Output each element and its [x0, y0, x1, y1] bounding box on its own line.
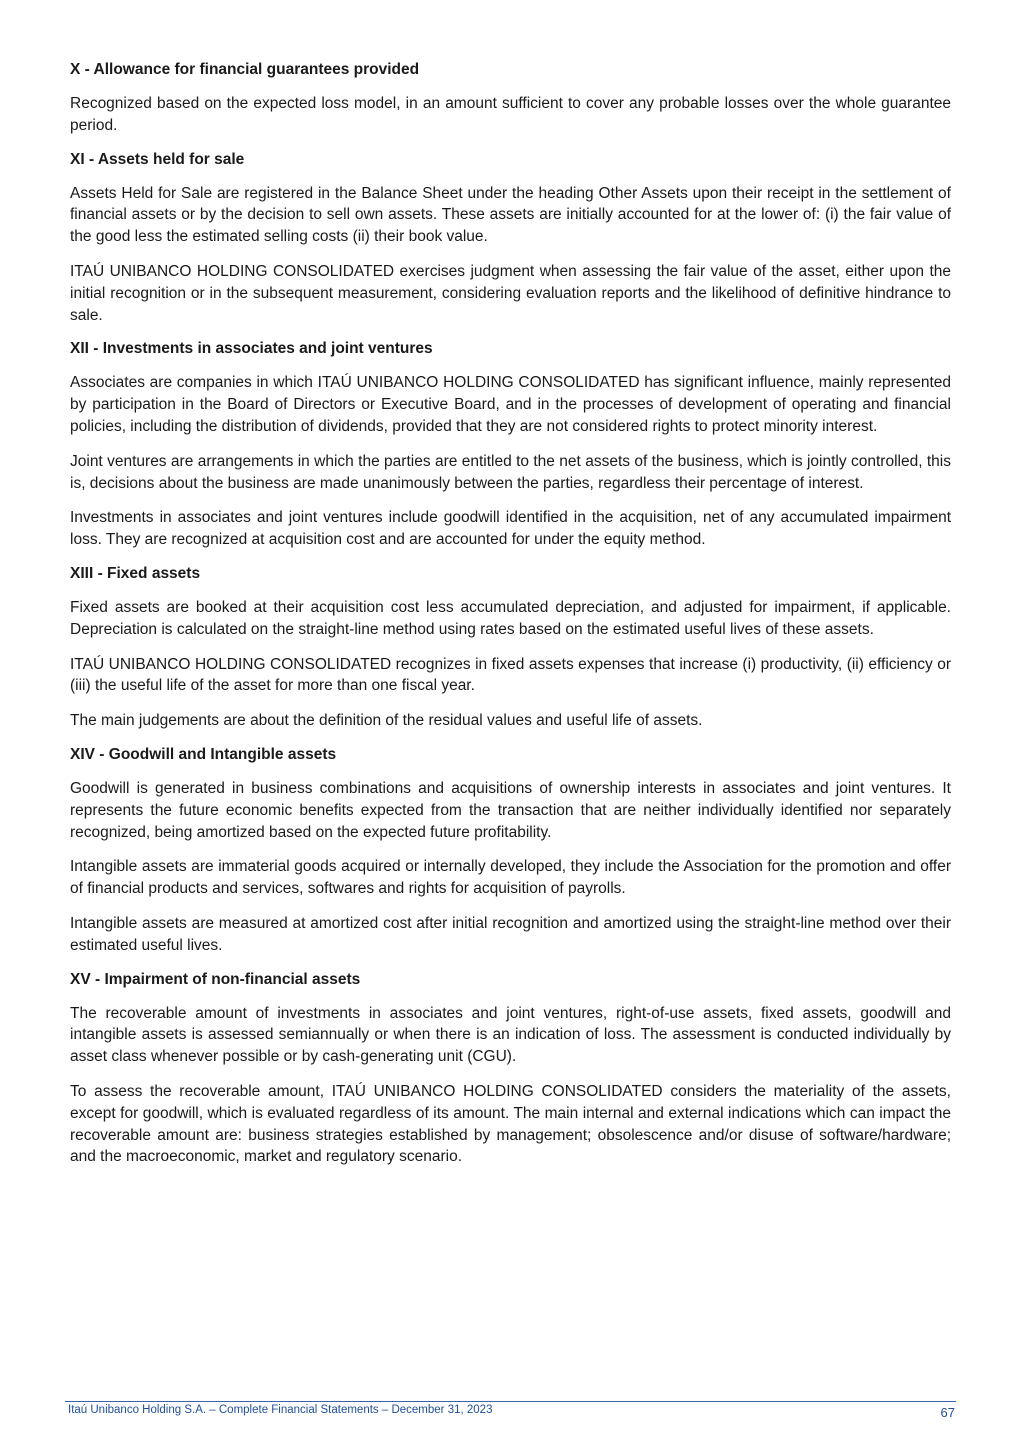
section-heading: XIV - Goodwill and Intangible assets — [70, 745, 337, 763]
page-number: 67 — [940, 1405, 955, 1420]
paragraph: Fixed assets are booked at their acquisition cost less accumulated depreciation, and adjusted for impairment, if applicable. Depreciation is calculated on the straight-line method using rates based on the estimated useful lives of these assets. — [70, 598, 951, 638]
paragraph: ITAÚ UNIBANCO HOLDING CONSOLIDATED recognizes in fixed assets expenses that increase (i) productivity, (ii) efficiency or (iii) the useful life of the asset for more than one fiscal year. — [70, 655, 951, 695]
section-heading: XIII - Fixed assets — [70, 564, 201, 582]
section-heading: XI - Assets held for sale — [70, 150, 245, 168]
paragraph: To assess the recoverable amount, ITAÚ UNIBANCO HOLDING CONSOLIDATED considers the materiality of the assets, except for goodwill, which is evaluated regardless of its amount. The main internal and external indications which can impact the recoverable amount are: business strategies established by management; obsolescence and/or disuse of software/hardware; and the macroeconomic, market and regulatory scenario. — [70, 1082, 951, 1166]
paragraph: Recognized based on the expected loss model, in an amount sufficient to cover any probable losses over the whole guarantee period. — [70, 95, 951, 134]
paragraph: ITAÚ UNIBANCO HOLDING CONSOLIDATED exercises judgment when assessing the fair value of the asset, either upon the initial recognition or in the subsequent measurement, considering evaluation reports and the likelihood of definitive hindrance to sale. — [70, 262, 951, 324]
footer-divider — [65, 1401, 956, 1402]
section-impairment-non-financial-assets — [70, 970, 951, 1169]
paragraph: Associates are companies in which ITAÚ UNIBANCO HOLDING CONSOLIDATED has significant influence, mainly represented by participation in the Board of Directors or Executive Board, and in the processes of development of operating and financial policies, including the distribution of dividends, provided that they are not considered rights to protect minority interest. — [70, 374, 951, 435]
section-heading: X - Allowance for financial guarantees provided — [70, 61, 420, 78]
section-heading: XII - Investments in associates and joint ventures — [70, 340, 433, 358]
section-fixed-assets — [70, 564, 951, 732]
section-goodwill-intangible-assets — [70, 745, 951, 957]
section-heading: XV - Impairment of non-financial assets — [70, 970, 361, 988]
document-body — [70, 60, 951, 1181]
paragraph: Joint ventures are arrangements in which the parties are entitled to the net assets of the business, which is jointly controlled, this is, decisions about the business are made unanimously between the parties, regardless their percentage of interest. — [70, 452, 951, 492]
footer-document-title: Itaú Unibanco Holding S.A. – Complete Financial Statements – December 31, 2023 — [68, 1404, 493, 1416]
section-assets-held-for-sale — [70, 150, 951, 327]
paragraph: Assets Held for Sale are registered in the Balance Sheet under the heading Other Assets upon their receipt in the settlement of financial assets or by the decision to sell own assets. These assets are initially accounted for at the lower of: (i) the fair value of the good less the estimated selling costs (ii) their book value. — [70, 184, 951, 246]
paragraph: Intangible assets are immaterial goods acquired or internally developed, they include the Association for the promotion and offer of financial products and services, softwares and rights for acquisition of payrolls. — [70, 858, 951, 898]
paragraph: The main judgements are about the definition of the residual values and useful life of assets. — [70, 712, 703, 730]
section-investments-associates-joint-ventures — [70, 339, 951, 551]
paragraph: Intangible assets are measured at amortized cost after initial recognition and amortized using the straight-line method over their estimated useful lives. — [70, 914, 951, 954]
paragraph: Investments in associates and joint ventures include goodwill identified in the acquisition, net of any accumulated impairment loss. They are recognized at acquisition cost and are accounted for under the equity method. — [70, 509, 951, 549]
paragraph: Goodwill is generated in business combinations and acquisitions of ownership interests in associates and joint ventures. It represents the future economic benefits expected from the transaction that are neither individually identified nor separately recognized, being amortized based on the expected future profitability. — [70, 779, 951, 841]
paragraph: The recoverable amount of investments in associates and joint ventures, right-of-use assets, fixed assets, goodwill and intangible assets is assessed semiannually or when there is an indication of loss. The assessment is conducted individually by asset class whenever possible or by cash-generating unit (CGU). — [70, 1004, 951, 1066]
section-allowance-financial-guarantees — [70, 60, 951, 137]
